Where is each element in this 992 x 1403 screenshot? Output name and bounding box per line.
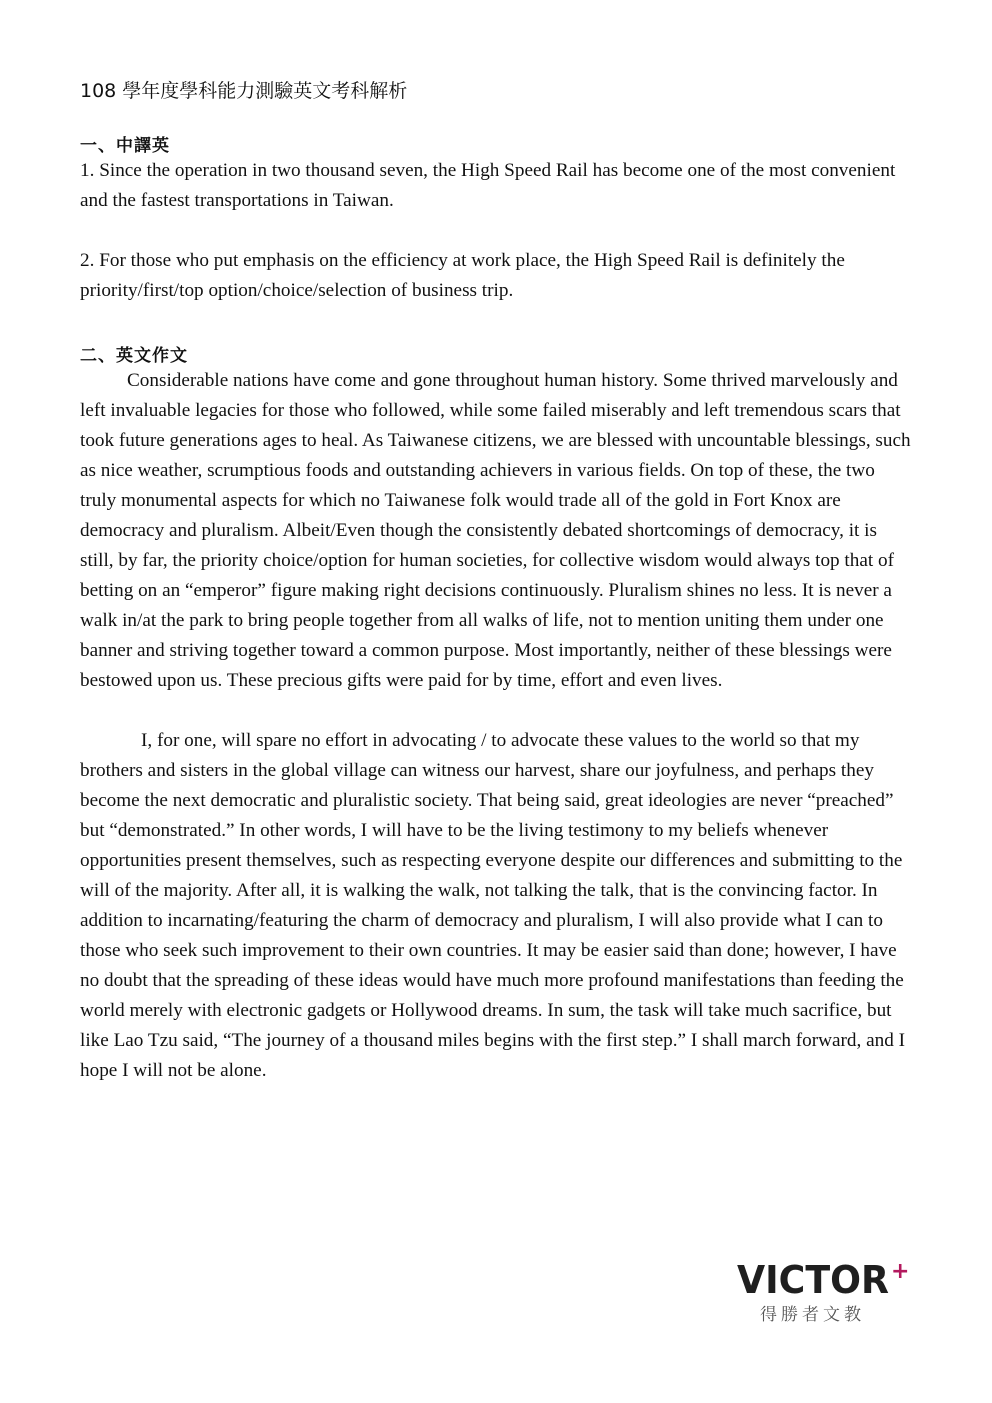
essay-paragraph-1: Considerable nations have come and gone throughout human history. Some thrived marvelously and left invaluable legacies for those who followed, while some failed miserably and left tremendous scars that took future generations ages to heal. As Taiwanese citizens, we are blessed with uncountable blessings, such as nice weather, scrumptious foods and outstanding achievers in various fields. On top of these, the two truly monumental aspects for which no Taiwanese folk would trade all of the gold in Fort Knox are democracy and pluralism. Albeit/Even though the consistently debated shortcomings of democracy, it is still, by far, the priority choice/option for human societies, for collective wisdom would always top that of betting on an “emperor” figure making right decisions continuously. Pluralism shines no less. It is never a walk in/at the park to bring people together from all walks of life, not to mention uniting them under one banner and striving together toward a common purpose. Most importantly, neither of these blessings were bestowed upon us. These precious gifts were paid for by time, effort and even lives.	[80, 370, 911, 691]
translation-answer-2: 2. For those who put emphasis on the efficiency at work place, the High Speed Rail is definitely the priority/first/top option/choice/selection of business trip.	[80, 250, 845, 301]
logo-subtitle: 得勝者文教	[760, 1305, 865, 1325]
translation-answer-1: 1. Since the operation in two thousand seven, the High Speed Rail has become one of the most convenient and the fastest transportations in Taiwan.	[80, 160, 896, 211]
logo-plus-mark: +	[891, 1259, 910, 1284]
section-heading-translation: 一、中譯英	[80, 136, 170, 156]
logo-brand-text: VICTOR	[737, 1258, 889, 1302]
section-heading-essay: 二、英文作文	[80, 346, 188, 366]
essay-paragraph-2: I, for one, will spare no effort in advocating / to advocate these values to the world so that my brothers and sisters in the global village can witness our harvest, share our joyfulness, and perhaps they become the next democratic and pluralistic society. That being said, great ideologies are never “preached” but “demonstrated.” In other words, I will have to be the living testimony to my beliefs whenever opportunities present themselves, such as respecting everyone despite our differences and submitting to the will of the majority. After all, it is walking the walk, not talking the talk, that is the convincing factor. In addition to incarnating/featuring the charm of democracy and pluralism, I will also provide what I can to those who seek such improvement to their own countries. It may be easier said than done; however, I have no doubt that the spreading of these ideas would have much more profound manifestations than feeding the world merely with electronic gadgets or Hollywood dreams. In sum, the task will take much sacrifice, but like Lao Tzu said, “The journey of a thousand miles begins with the first step.” I shall march forward, and I hope I will not be alone.	[80, 730, 906, 1081]
page-title: 108 學年度學科能力測驗英文考科解析	[80, 80, 408, 102]
